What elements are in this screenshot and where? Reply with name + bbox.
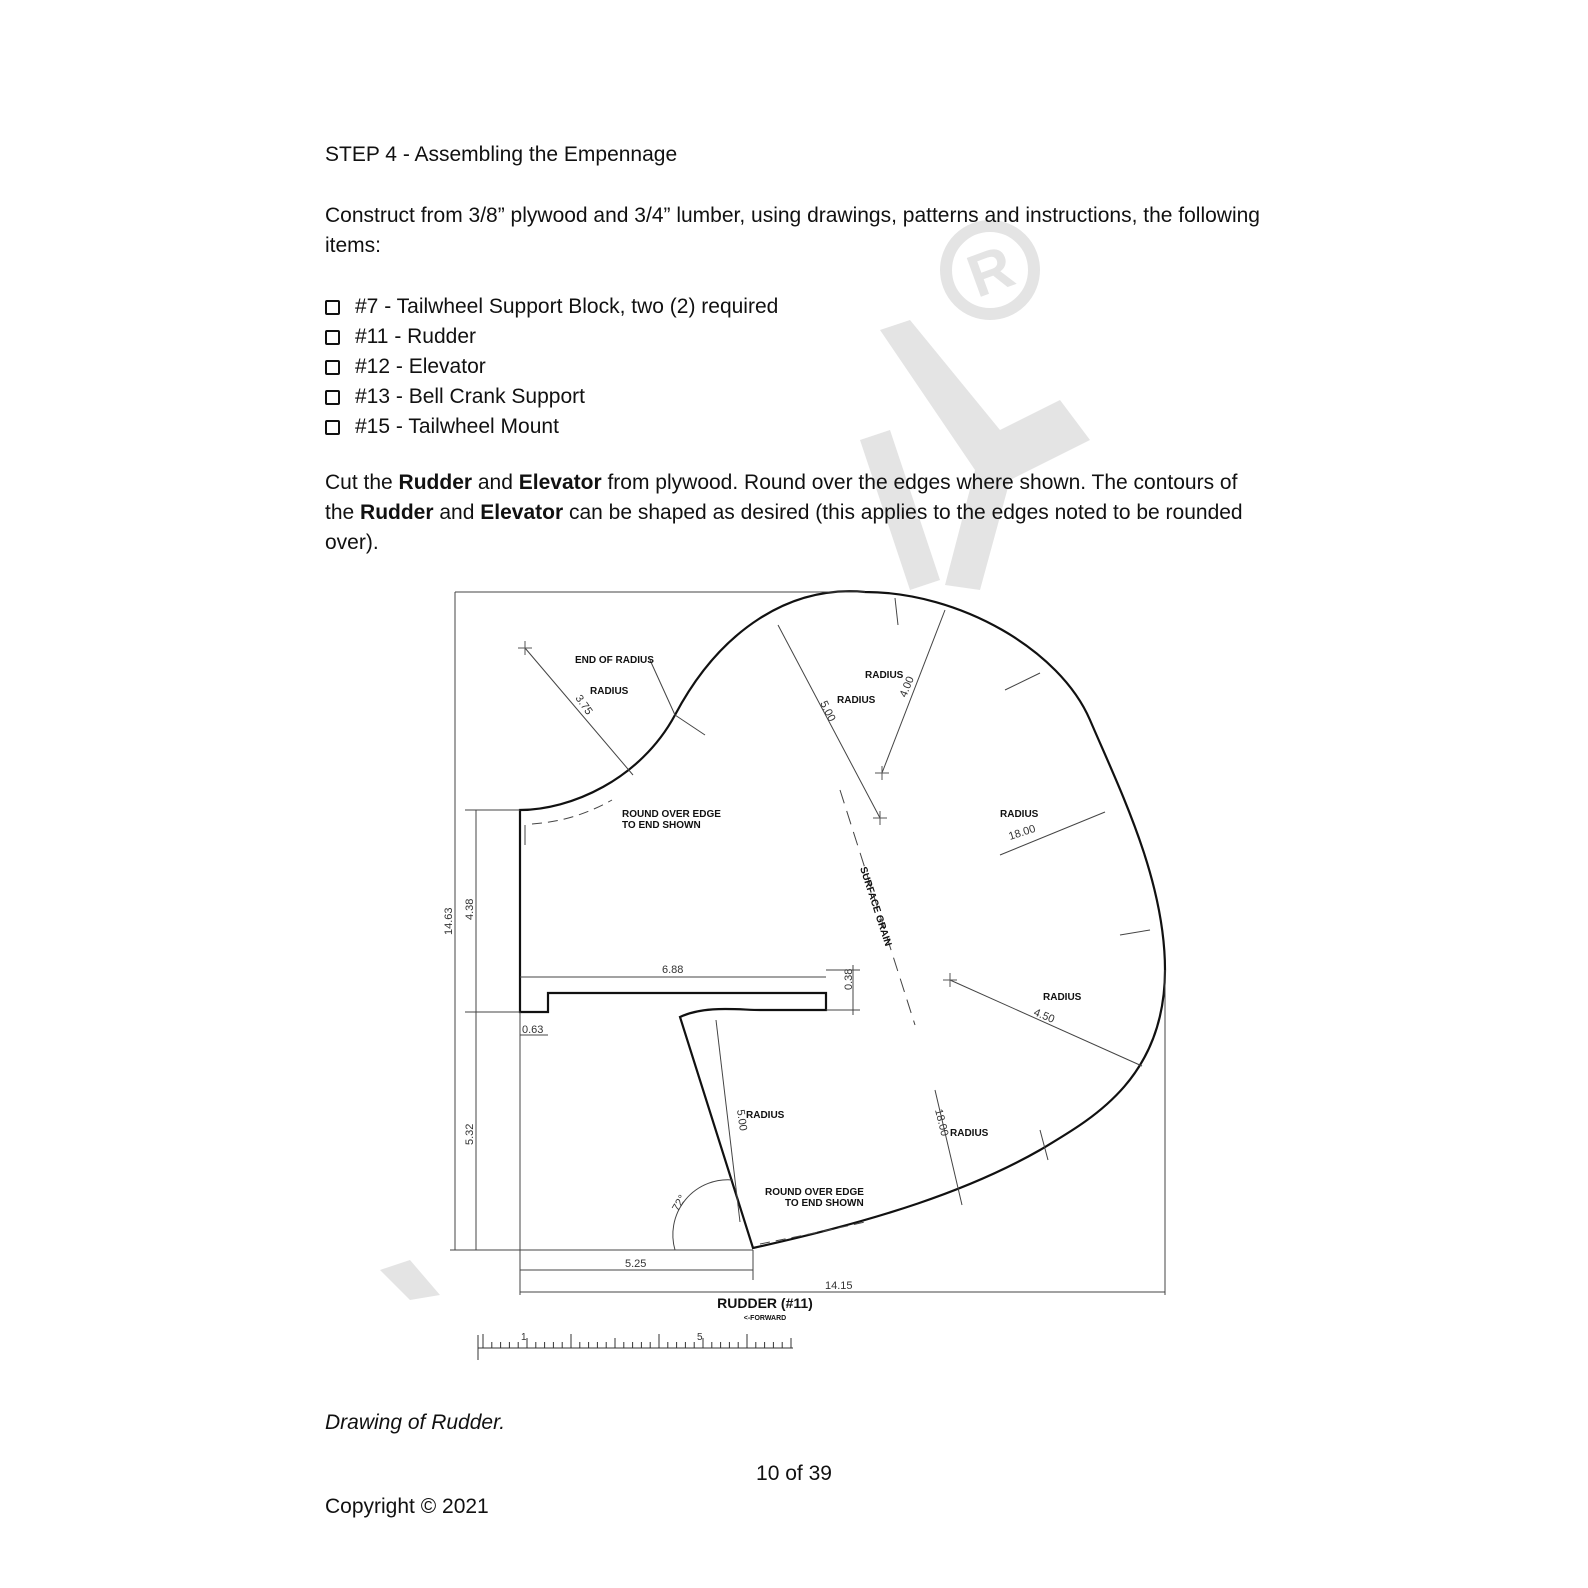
dim-radius-right-2: 4.50 [1031, 1006, 1057, 1026]
checklist-label: #12 - Elevator [355, 355, 486, 378]
dim-radius-bottom-1: 18.00 [932, 1107, 951, 1138]
radius-label-7: RADIUS [950, 1128, 989, 1139]
checklist-item[interactable] [325, 352, 778, 382]
dim-radius-top-2: 4.00 [897, 674, 917, 700]
dim-upper-height: 4.38 [464, 898, 476, 920]
parts-checklist [325, 292, 778, 442]
text-run: from plywood. Round over the edges where shown. The contours of the [325, 471, 1238, 524]
text-run: can be shaped as desired (this applies to the edges noted to be rounded over). [325, 501, 1243, 554]
intro-paragraph: Construct from 3/8” plywood and 3/4” lumber, using drawings, patterns and instructions, the following items: [325, 204, 1260, 257]
text-bold: Elevator [480, 501, 564, 524]
drawing-subtitle: <-FORWARD [743, 1315, 787, 1322]
checklist-label: #13 - Bell Crank Support [355, 385, 585, 408]
round-over-label-top-2: TO END SHOWN [622, 820, 701, 831]
text-bold: Rudder [398, 471, 473, 494]
checklist-item[interactable] [325, 412, 778, 442]
scale-label-1: 1 [521, 1332, 527, 1343]
checkbox[interactable] [325, 390, 340, 405]
radius-label-5: RADIUS [1043, 992, 1082, 1003]
dim-slot-offset: 0.63 [522, 1024, 544, 1036]
surface-grain-label: SURFACE GRAIN [857, 865, 894, 948]
dim-radius-right-1: 18.00 [1007, 822, 1038, 843]
round-over-label-bottom-1: ROUND OVER EDGE [765, 1187, 864, 1198]
dim-bottom-length: 5.25 [625, 1258, 647, 1270]
page-number: 10 of 39 [756, 1462, 832, 1485]
dim-radius-bottom-2: 5.00 [734, 1108, 749, 1132]
dim-angle: 72° [670, 1193, 689, 1214]
scale-label-5: 5 [697, 1332, 703, 1343]
radius-label-3: RADIUS [837, 695, 876, 706]
checklist-item[interactable] [325, 292, 778, 322]
copyright: Copyright © 2021 [325, 1495, 489, 1518]
radius-label-2: RADIUS [865, 670, 904, 681]
checkbox[interactable] [325, 300, 340, 315]
dim-overall-width: 14.15 [825, 1280, 853, 1292]
text-bold: Elevator [518, 471, 602, 494]
checklist-item[interactable] [325, 382, 778, 412]
end-of-radius-label: END OF RADIUS [575, 655, 654, 666]
dim-overall-height: 14.63 [443, 907, 455, 935]
step-title: STEP 4 - Assembling the Empennage [325, 143, 678, 166]
text-run: and [472, 471, 519, 494]
dim-slot-length: 6.88 [662, 964, 684, 976]
watermark-stroke [380, 1260, 440, 1300]
text-run: Cut the [325, 471, 399, 494]
figure-caption: Drawing of Rudder. [325, 1411, 506, 1434]
round-over-label-bottom-2: TO END SHOWN [785, 1198, 864, 1209]
cut-instructions [325, 468, 1265, 558]
radius-label-4: RADIUS [1000, 809, 1039, 820]
round-over-label-top-1: ROUND OVER EDGE [622, 809, 721, 820]
radius-label-6: RADIUS [746, 1110, 785, 1121]
checklist-label: #7 - Tailwheel Support Block, two (2) required [355, 295, 779, 318]
dim-radius-top-left: 3.75 [572, 692, 595, 718]
watermark-registered-letter: R [958, 232, 1023, 311]
checklist-item[interactable] [325, 322, 778, 352]
checkbox[interactable] [325, 420, 340, 435]
text-bold: Rudder [360, 501, 434, 524]
dim-slot-width: 0.38 [843, 968, 855, 990]
checkbox[interactable] [325, 330, 340, 345]
dim-lower-height: 5.32 [464, 1123, 476, 1145]
checklist-label: #15 - Tailwheel Mount [355, 415, 559, 438]
checklist-label: #11 - Rudder [355, 325, 477, 348]
dim-radius-top-1: 5.00 [817, 699, 838, 724]
text-run: and [433, 501, 481, 524]
radius-label-1: RADIUS [590, 686, 629, 697]
drawing-title: RUDDER (#11) [717, 1295, 813, 1311]
checkbox[interactable] [325, 360, 340, 375]
